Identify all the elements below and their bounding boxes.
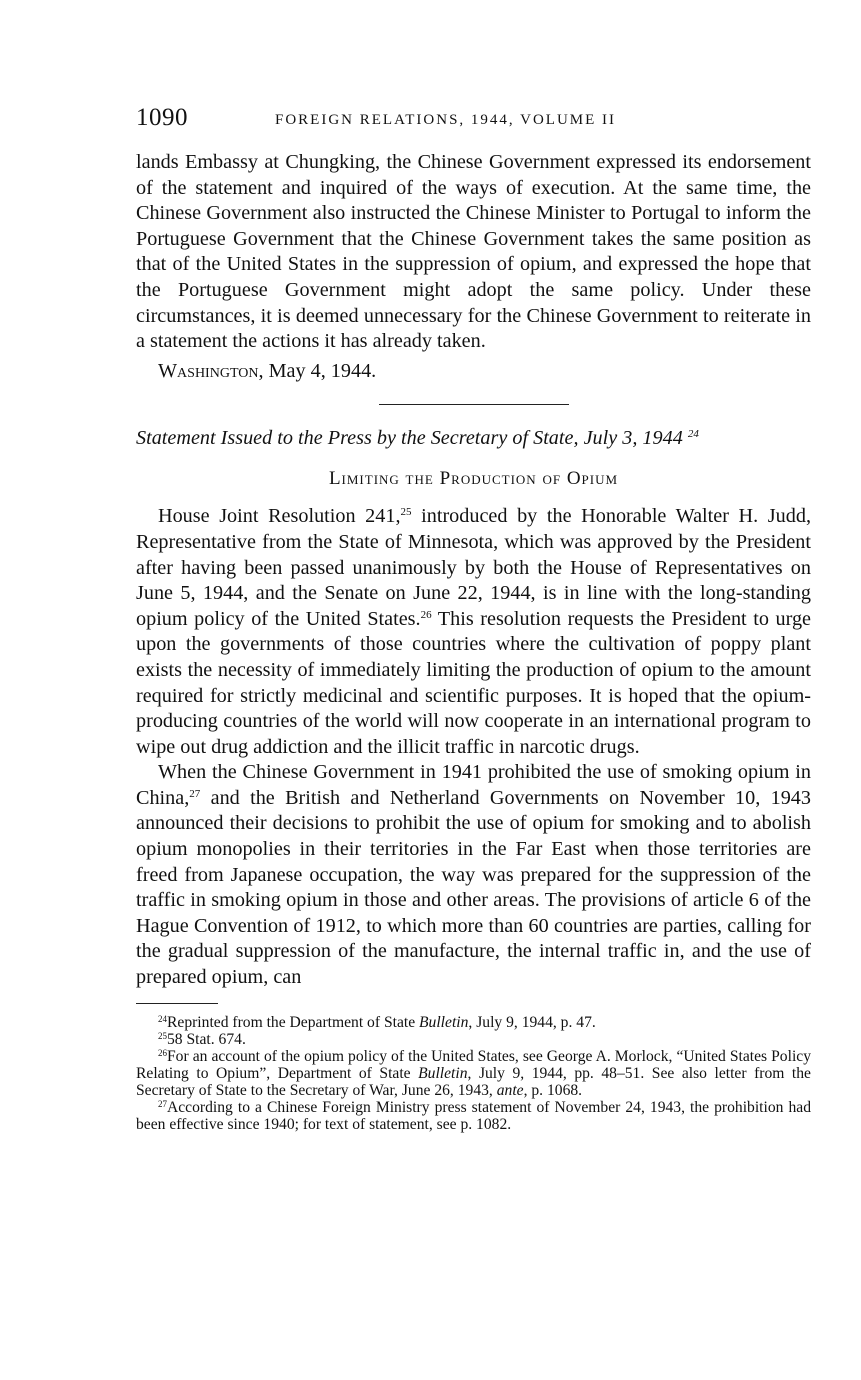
footnote-number: 27 <box>158 1098 167 1109</box>
footnote-text: Reprinted from the Department of State <box>167 1013 420 1031</box>
footnote-25 <box>136 1031 811 1048</box>
document-page <box>136 100 811 1133</box>
opening-paragraph: lands Embassy at Chungking, the Chinese Government expressed its endorsement of the statement and inquired of the ways of execution. At the same time, the Chinese Government also instructed the Chinese Minister to Portugal to inform the Portuguese Government that the Chinese Government takes the same position as that of the United States in the suppression of opium, and expressed the hope that the Portuguese Government might adopt the same policy. Under these circumstances, it is deemed unnecessary for the Chinese Government to reiterate in a statement the actions it has already taken. <box>136 151 811 353</box>
paragraph-1-part-b: introduced by the Honorable Walter H. Judd, Representative from the State of Minnesota, which was approved by the President after having been passed unanimously by both the House of Representatives on June 5, 1944, and the Senate on June 22, 1944, is in line with the long-standing opium policy of the United States. <box>136 505 811 630</box>
running-head <box>136 100 811 140</box>
dateline <box>158 359 811 385</box>
footnote-italic: Bulletin <box>419 1013 469 1031</box>
footnote-text: , July 9, 1944, pp. 48–51. See also letter from the Secretary of State to the Secretary of War, June 26, 1943, <box>136 1064 811 1099</box>
footnote-text: , July 9, 1944, p. 47. <box>468 1013 596 1031</box>
paragraph-1-part-c: This resolution requests the President to urge upon the governments of those countries where the cultivation of poppy plant exists the necessity of immediately limiting the production of opium to the amount required for strictly medicinal and scientific purposes. It is hoped that the opium-producing countries of the world will now cooperate in an international program to wipe out drug addiction and the illicit traffic in narcotic drugs. <box>136 607 811 758</box>
footnote-ref-26[interactable]: 26 <box>420 608 432 621</box>
footnote-italic: Bulletin <box>418 1064 468 1082</box>
footnotes <box>136 1014 811 1133</box>
footnote-ref-27[interactable]: 27 <box>189 787 201 800</box>
paragraph-2-part-a: When the Chinese Government in 1941 prohibited the use of smoking opium in China, <box>136 761 811 809</box>
footnote-ref-24[interactable]: 24 <box>687 428 699 441</box>
paragraph-resolution <box>136 504 811 760</box>
footnote-divider <box>136 1003 218 1004</box>
footnote-text: According to a Chinese Foreign Ministry press statement of November 24, 1943, the prohibition had been effective since 1940; for text of statement, see p. 1082. <box>136 1098 811 1133</box>
statement-title-text: Statement Issued to the Press by the Secretary of State, July 3, 1944 <box>136 427 683 450</box>
footnote-italic: ante <box>496 1081 524 1099</box>
section-divider <box>379 404 569 405</box>
footnote-number: 26 <box>158 1047 167 1058</box>
footnote-number: 24 <box>158 1013 167 1024</box>
paragraph-chinese-government <box>136 760 811 990</box>
page-number: 1090 <box>136 104 188 131</box>
footnote-27 <box>136 1099 811 1133</box>
statement-title <box>136 425 811 451</box>
footnote-text: , p. 1068. <box>523 1081 583 1099</box>
footnote-text: 58 Stat. 674. <box>167 1030 246 1048</box>
footnote-26 <box>136 1048 811 1099</box>
footnote-text: For an account of the opium policy of the United States, see George A. Morlock, “United States Policy Relating to Opium”, Department of State <box>136 1047 811 1082</box>
running-title: FOREIGN RELATIONS, 1944, VOLUME II <box>275 112 617 128</box>
section-heading: Limiting the Production of Opium <box>328 468 619 490</box>
dateline-date: , May 4, 1944. <box>258 359 377 382</box>
paragraph-2-part-b: and the British and Netherland Governments on November 10, 1943 announced their decisions to prohibit the use of opium for smoking and to abolish opium monopolies in their territories in the Far East when those territories are freed from Japanese occupation, the way was prepared for the suppression of the traffic in smoking opium in those and other areas. The provisions of article 6 of the Hague Convention of 1912, to which more than 60 countries are parties, calling for the gradual suppression of the manufacture, the internal traffic in, and the use of prepared opium, can <box>136 786 811 989</box>
dateline-place: Washington <box>158 359 259 382</box>
footnote-24 <box>136 1014 811 1031</box>
paragraph-1-part-a: House Joint Resolution 241, <box>158 505 401 528</box>
footnote-number: 25 <box>158 1030 167 1041</box>
footnote-ref-25[interactable]: 25 <box>400 506 412 519</box>
